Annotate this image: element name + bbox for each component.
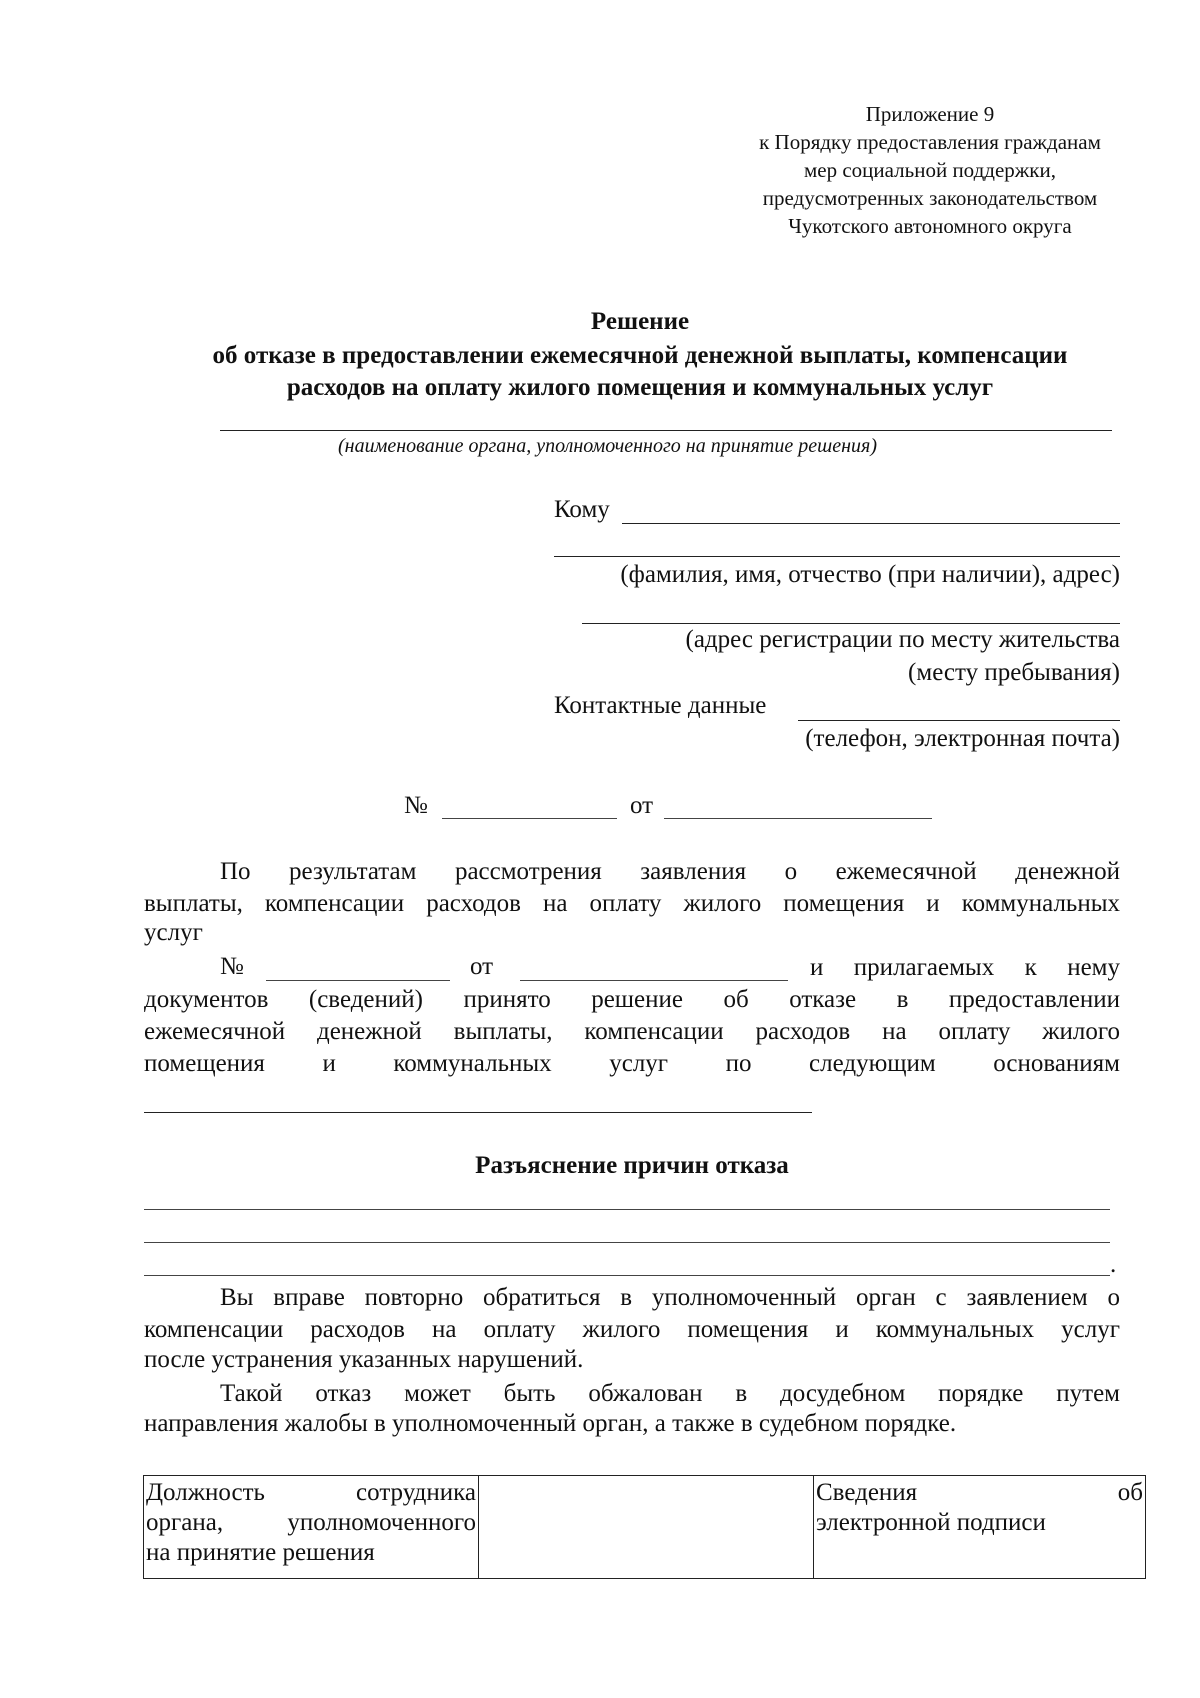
esign-line-2: электронной подписи (816, 1509, 1046, 1536)
application-date-field[interactable] (520, 980, 788, 981)
closing-p2-line-2: компенсации расходов на оплату жилого помещения и коммунальных услуг (144, 1316, 1120, 1343)
appendix-header-line-3: мер социальной поддержки, (804, 158, 1056, 182)
contacts-field[interactable] (798, 720, 1120, 721)
contacts-label: Контактные данные (554, 692, 767, 719)
application-number-sign: № (220, 953, 244, 980)
position-line-3: на принятие решения (146, 1539, 375, 1566)
signature-table (143, 1475, 1146, 1579)
explanation-field-2[interactable] (144, 1242, 1110, 1243)
appendix-header-line-4: предусмотренных законодательством (762, 186, 1098, 210)
body-p1-line-6: ежемесячной денежной выплаты, компенсации расходов на оплату жилого (144, 1018, 1120, 1045)
appendix-header-line-2: к Порядку предоставления гражданам (759, 130, 1101, 154)
application-number-field[interactable] (266, 980, 450, 981)
attached-label: и прилагаемых к нему (810, 954, 1120, 981)
number-sign: № (404, 792, 428, 819)
recipient-field-2[interactable] (554, 556, 1120, 557)
document-subtitle-line-1: об отказе в предоставлении ежемесячной денежной выплаты, компенсации (212, 342, 1068, 369)
authority-caption: (наименование органа, уполномоченного на принятие решения) (338, 435, 877, 457)
body-p1-line-7: помещения и коммунальных услуг по следующим основаниям (144, 1050, 1120, 1077)
signature-middle-cell[interactable] (479, 1476, 814, 1579)
position-line-1: Должность сотрудника (146, 1479, 476, 1506)
contacts-caption: (телефон, электронная почта) (805, 725, 1120, 752)
decision-date-field[interactable] (664, 818, 932, 819)
address-caption-line-1: (адрес регистрации по месту жительства (685, 626, 1120, 653)
application-from-label: от (470, 953, 494, 980)
explanation-end-mark: . (1110, 1251, 1117, 1278)
closing-p2-line-1: Вы вправе повторно обратиться в уполномоченный орган с заявлением о (220, 1284, 1120, 1311)
document-title: Решение (590, 308, 690, 335)
explanation-heading: Разъяснение причин отказа (475, 1152, 789, 1179)
closing-p3-line-2: направления жалобы в уполномоченный орган, а также в судебном порядке. (144, 1410, 957, 1437)
position-line-2: органа, уполномоченного (146, 1509, 476, 1536)
document-subtitle-line-2: расходов на оплату жилого помещения и коммунальных услуг (286, 374, 994, 401)
closing-p2-line-3: после устранения указанных нарушений. (144, 1346, 584, 1373)
closing-p3-line-1: Такой отказ может быть обжалован в досудебном порядке путем (220, 1380, 1120, 1407)
date-from-label: от (630, 792, 654, 819)
body-p1-line-3: услуг (144, 919, 203, 946)
appendix-header-line-5: Чукотского автономного округа (788, 214, 1072, 238)
address-field[interactable] (582, 623, 1120, 624)
address-caption-line-2: (месту пребывания) (908, 659, 1120, 686)
body-p1-line-1: По результатам рассмотрения заявления о ежемесячной денежной (220, 858, 1120, 885)
appendix-header-line-1: Приложение 9 (865, 102, 995, 126)
esign-cell (814, 1476, 1146, 1579)
body-p1-line-2: выплаты, компенсации расходов на оплату жилого помещения и коммунальных (144, 890, 1120, 917)
position-cell (144, 1476, 479, 1579)
name-caption: (фамилия, имя, отчество (при наличии), адрес) (620, 561, 1120, 588)
body-p1-line-5: документов (сведений) принято решение об отказе в предоставлении (144, 986, 1120, 1013)
explanation-field-3[interactable] (144, 1275, 1110, 1276)
recipient-field-1[interactable] (622, 523, 1120, 524)
to-label: Кому (554, 496, 610, 523)
decision-number-field[interactable] (442, 818, 617, 819)
authority-name-field[interactable] (220, 430, 1112, 431)
grounds-field[interactable] (144, 1112, 812, 1113)
explanation-field-1[interactable] (144, 1209, 1110, 1210)
esign-line-1: Сведения об (816, 1479, 1143, 1506)
